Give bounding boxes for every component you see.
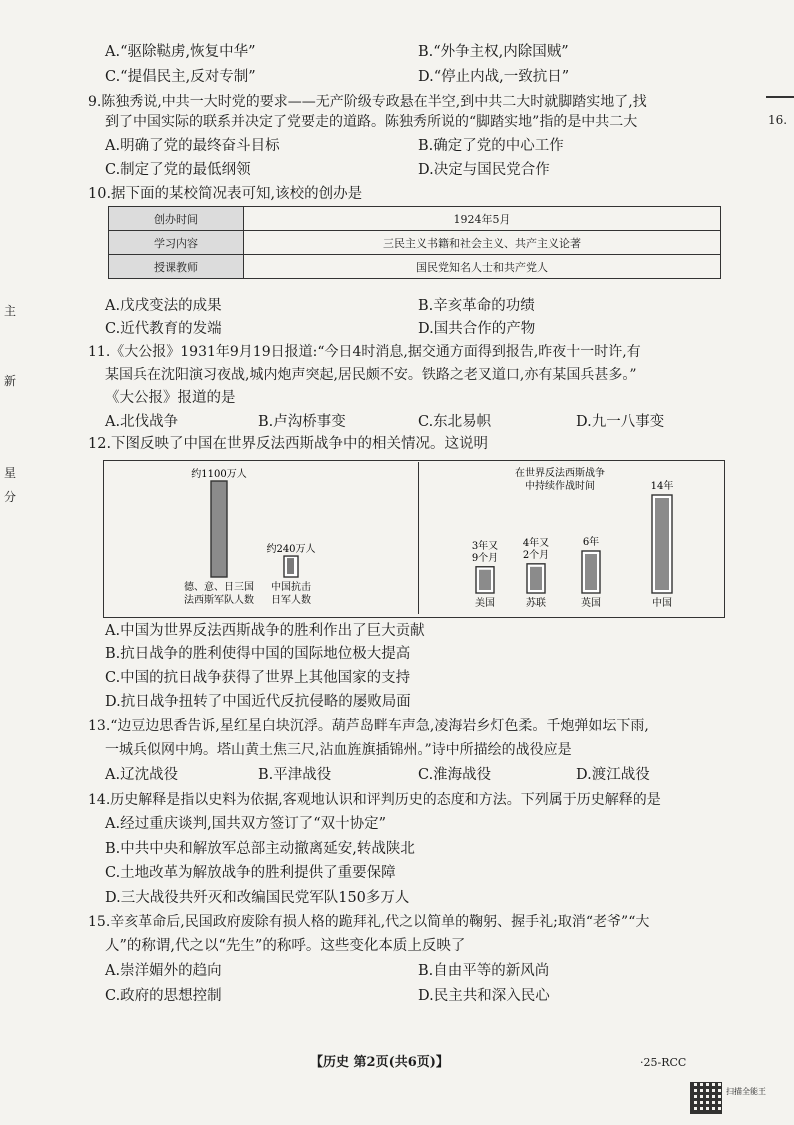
q12-stem: 12.下图反映了中国在世界反法西斯战争中的相关情况。这说明 <box>88 436 489 452</box>
scanner-watermark: 扫描全能王 <box>726 1087 766 1096</box>
q13-stem-line1: 13.“边豆边思香告诉,星红星白块沉浮。葫芦岛畔车声急,凌海岩乡灯色柔。千炮弹如坛下雨, <box>88 718 649 734</box>
duration-chart <box>420 462 720 614</box>
q15-option-c: C.政府的思想控制 <box>105 988 222 1004</box>
q15-option-d: D.民主共和深入民心 <box>418 988 550 1004</box>
q11-stem-line3: 《大公报》报道的是 <box>105 390 236 406</box>
bar-fill <box>479 570 491 590</box>
q11-option-b: B.卢沟桥事变 <box>258 414 346 430</box>
troops-chart <box>106 462 416 614</box>
q14-option-c: C.土地改革为解放战争的胜利提供了重要保障 <box>105 865 396 881</box>
q10-option-a: A.戊戌变法的成果 <box>105 298 222 314</box>
q8-option-a: A.“驱除鞑虏,恢复中华” <box>105 44 256 60</box>
q8-option-d: D.“停止内战,一致抗日” <box>418 69 570 85</box>
q11-option-c: C.东北易帜 <box>418 414 492 430</box>
q9-option-a: A.明确了党的最终奋斗目标 <box>105 138 280 154</box>
category-label: 中国 <box>652 598 672 609</box>
bar-fill <box>287 558 294 574</box>
chart-title: 中持续作战时间 <box>525 481 595 492</box>
table-cell-label: 学习内容 <box>109 231 244 255</box>
table-row <box>109 255 721 279</box>
q14-stem: 14.历史解释是指以史料为依据,客观地认识和评判历史的态度和方法。下列属于历史解释的是 <box>88 792 661 808</box>
table-cell-label: 创办时间 <box>109 207 244 231</box>
category-label: 日军人数 <box>271 595 311 606</box>
q13-option-c: C.淮海战役 <box>418 767 492 783</box>
q9-option-c: C.制定了党的最低纲领 <box>105 162 251 178</box>
q11-option-d: D.九一八事变 <box>576 414 665 430</box>
page-footer: 【历史 第2页(共6页)】 <box>310 1055 449 1070</box>
table-row <box>109 231 721 255</box>
q13-option-a: A.辽沈战役 <box>105 767 179 783</box>
q10-stem: 10.据下面的某校简况表可知,该校的创办是 <box>88 186 363 202</box>
table-row <box>109 207 721 231</box>
category-label: 法西斯军队人数 <box>184 595 254 606</box>
q14-option-a: A.经过重庆谈判,国共双方签订了“双十协定” <box>105 816 387 832</box>
margin-fragment: 16. <box>768 113 788 127</box>
q12-option-a: A.中国为世界反法西斯战争的胜利作出了巨大贡献 <box>105 623 425 639</box>
table-cell-value: 1924年5月 <box>244 207 721 231</box>
q8-option-c: C.“提倡民主,反对专制” <box>105 69 256 85</box>
q13-option-b: B.平津战役 <box>258 767 332 783</box>
adjacent-page-edge <box>766 96 794 98</box>
q15-option-a: A.崇洋媚外的趋向 <box>105 963 222 979</box>
q11-option-a: A.北伐战争 <box>105 414 179 430</box>
data-label: 3年又 <box>471 540 499 552</box>
data-label: 6年 <box>582 537 600 548</box>
category-label: 英国 <box>581 598 601 609</box>
margin-fragment: 主 <box>4 304 17 318</box>
margin-fragment: 新 <box>4 374 17 388</box>
q10-option-b: B.辛亥革命的功绩 <box>418 298 535 314</box>
chart-title: 在世界反法西斯战争 <box>515 468 605 479</box>
category-label: 中国抗击 <box>271 582 311 593</box>
q15-stem-line1: 15.辛亥革命后,民国政府废除有损人格的跪拜礼,代之以简单的鞠躬、握手礼;取消“老爷”“大 <box>88 914 650 930</box>
q8-option-b: B.“外争主权,内除国贼” <box>418 44 569 60</box>
q10-option-d: D.国共合作的产物 <box>418 321 536 337</box>
q13-stem-line2: 一城兵似网中鸠。塔山黄土焦三尺,沾血旌旗插锦州。”诗中所描绘的战役应是 <box>105 742 572 758</box>
data-label: 14年 <box>650 481 674 492</box>
q11-stem-line1: 11.《大公报》1931年9月19日报道:“今日4时消息,据交通方面得到报告,昨夜十一时许,有 <box>88 344 641 360</box>
q12-option-c: C.中国的抗日战争获得了世界上其他国家的支持 <box>105 670 411 686</box>
q12-option-d: D.抗日战争扭转了中国近代反抗侵略的屡败局面 <box>105 694 411 710</box>
q9-stem-line2: 到了中国实际的联系并决定了党要走的道路。陈独秀所说的“脚踏实地”指的是中共二大 <box>105 114 638 130</box>
bar <box>211 481 227 577</box>
q15-option-b: B.自由平等的新风尚 <box>418 963 550 979</box>
bar-fill <box>585 554 597 590</box>
q14-option-d: D.三大战役共歼灭和改编国民党军队150多万人 <box>105 890 410 906</box>
table-cell-value: 国民党知名人士和共产党人 <box>244 255 721 279</box>
q14-option-b: B.中共中央和解放军总部主动撤离延安,转战陕北 <box>105 841 415 857</box>
data-label: 4年又 <box>522 537 550 549</box>
table-cell-label: 授课教师 <box>109 255 244 279</box>
q10-school-table <box>108 206 721 279</box>
data-label: 2个月 <box>522 549 550 561</box>
figure-divider <box>418 462 419 614</box>
q12-option-b: B.抗日战争的胜利使得中国的国际地位极大提高 <box>105 646 411 662</box>
category-label: 苏联 <box>526 598 546 609</box>
category-label: 德、意、日三国 <box>184 582 254 593</box>
data-label: 9个月 <box>471 552 499 564</box>
margin-fragment: 分 <box>4 490 17 504</box>
q15-stem-line2: 人”的称谓,代之以“先生”的称呼。这些变化本质上反映了 <box>105 938 466 954</box>
q9-option-b: B.确定了党的中心工作 <box>418 138 564 154</box>
q13-option-d: D.渡江战役 <box>576 767 650 783</box>
q9-option-d: D.决定与国民党合作 <box>418 162 550 178</box>
data-label: 约240万人 <box>266 544 316 556</box>
bar-fill <box>655 498 669 590</box>
table-cell-value: 三民主义书籍和社会主义、共产主义论著 <box>244 231 721 255</box>
bar-fill <box>530 567 542 590</box>
category-label: 美国 <box>475 598 495 609</box>
q9-stem-line1: 9.陈独秀说,中共一大时党的要求——无产阶级专政悬在半空,到中共二大时就脚踏实地了,找 <box>88 94 647 110</box>
margin-fragment: 星 <box>4 466 17 480</box>
qr-code-icon <box>690 1082 722 1114</box>
data-label: 约1100万人 <box>191 469 247 480</box>
q10-option-c: C.近代教育的发端 <box>105 321 222 337</box>
exam-code: ·25-RCC <box>640 1056 687 1069</box>
q11-stem-line2: 某国兵在沈阳演习夜战,城内炮声突起,居民颇不安。铁路之老叉道口,亦有某国兵甚多。” <box>105 367 637 383</box>
